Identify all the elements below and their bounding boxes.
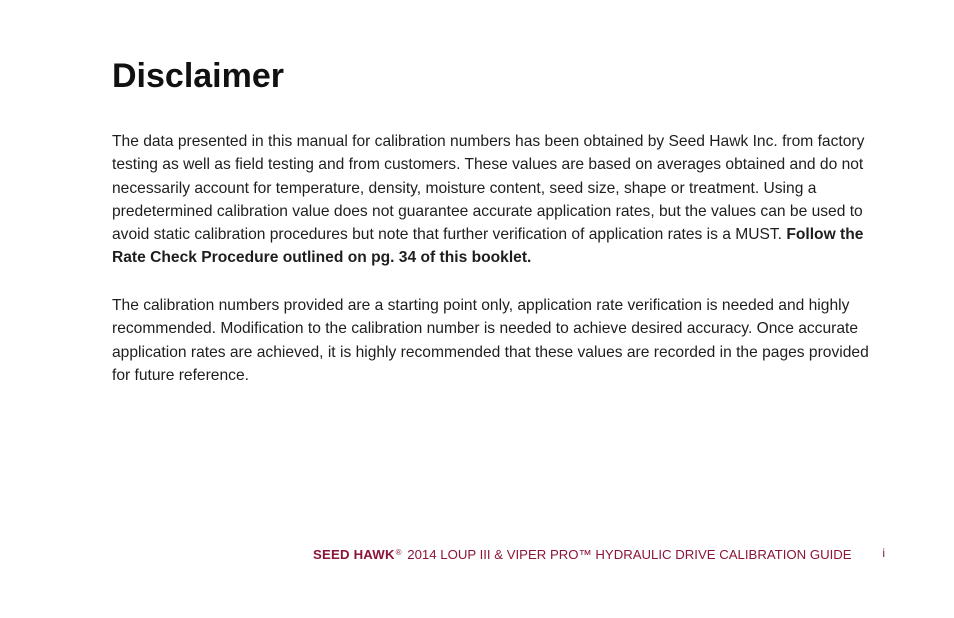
page-footer	[313, 544, 885, 562]
rate-check-instruction: Follow the Rate Check Procedure outlined on pg. 34 of this booklet.	[112, 226, 864, 267]
disclaimer-paragraph-1	[112, 130, 887, 270]
footer-brand: SEED HAWK	[313, 547, 395, 562]
disclaimer-paragraph-2: The calibration numbers provided are a starting point only, application rate verification is needed and highly recommended. Modification to the calibration number is needed to achieve desired accuracy. Once accurate application rates are achieved, it is highly recommended that these values are recorded in the pages provided for future reference.	[112, 297, 869, 384]
paragraph-1-text: The data presented in this manual for calibration numbers has been obtained by Seed Hawk Inc. from factory testing as well as field testing and from customers. These values are based on averages obtained and do not necessarily account for temperature, density, moisture content, seed size, shape or treatment. Using a predetermined calibration value does not guarantee accurate application rates, but the values can be used to avoid static calibration procedures but note that further verification of application rates is a MUST.	[112, 133, 865, 244]
page-number: i	[882, 546, 885, 560]
footer-guide-title: 2014 LOUP III & VIPER PRO™ HYDRAULIC DRIVE CALIBRATION GUIDE	[407, 547, 852, 562]
page-title: Disclaimer	[112, 57, 284, 95]
registered-mark: ®	[395, 548, 402, 557]
